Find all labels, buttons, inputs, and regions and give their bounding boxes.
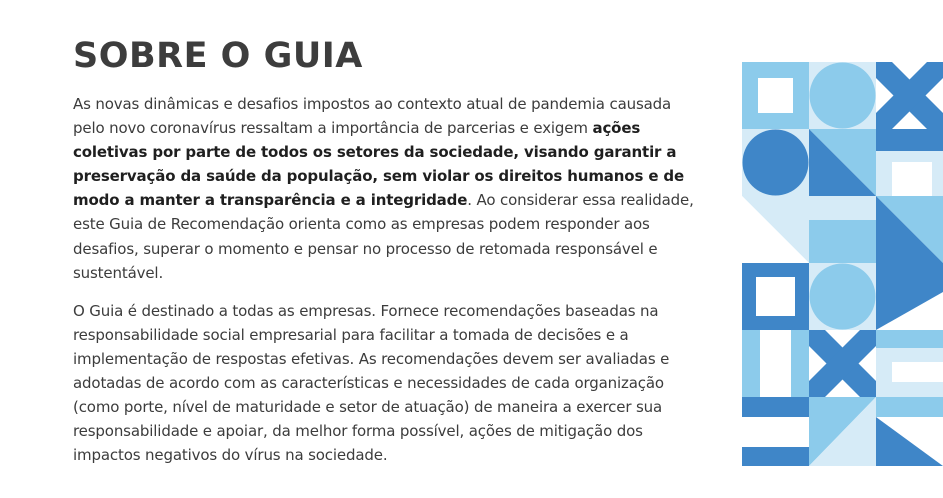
about-section [73,30,703,467]
intro-text-end: . Ao considerar essa realidade, este Guia de Recomendação orienta como as empresas podem responder aos desafios, superar o momento e pensar no processo de retomada responsável e sustentável. [73,191,694,282]
intro-text-bold: ações coletivas por parte de todos os setores da sociedade, visando garantir a preservação da saúde da população, sem violar os direitos humanos e de modo a manter a transparência e a integridade [73,119,685,210]
section-title: SOBRE O GUIA [73,36,363,76]
geometric-pattern-illustration [742,62,943,466]
intro-text-start: As novas dinâmicas e desafios impostos ao contexto atual de pandemia causada pelo novo coronavírus ressaltam a importância de parcerias e exigem [73,95,672,138]
guide-paragraph: O Guia é destinado a todas as empresas. Fornece recomendações baseadas na responsabilidade social empresarial para facilitar a tomada de decisões e a implementação de respostas efetivas. As recomendações devem ser avaliadas e adotadas de acordo com as características e necessidades de cada organização (como porte, nível de maturidade e setor de atuação) de maneira a exercer sua responsabilidade e apoiar, da melhor forma possível, ações de mitigação dos impactos negativos do vírus na sociedade. [73,301,670,465]
intro-paragraph [73,92,703,285]
